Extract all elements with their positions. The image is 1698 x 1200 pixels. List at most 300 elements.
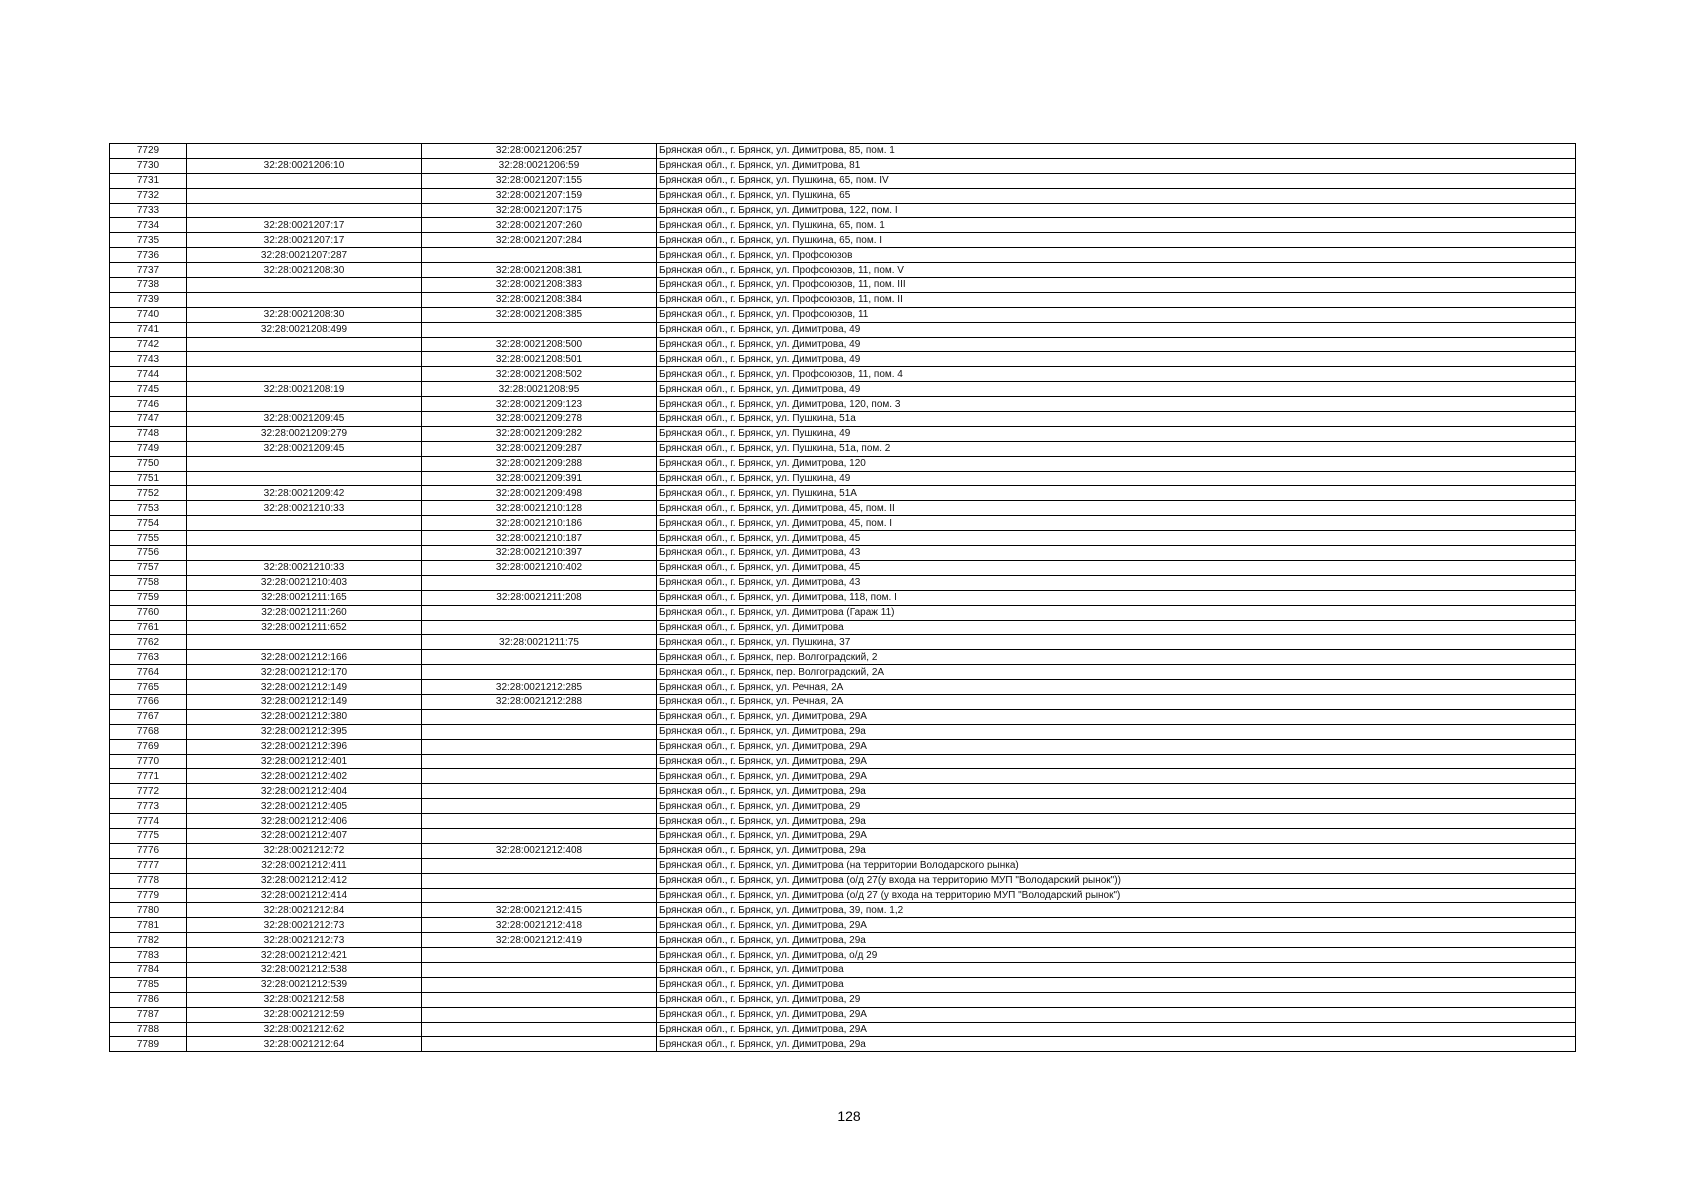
land-plot-cadastral-cell (187, 635, 422, 650)
row-number-cell: 7756 (110, 546, 187, 561)
row-number-cell: 7754 (110, 516, 187, 531)
row-number-cell: 7733 (110, 203, 187, 218)
object-cadastral-cell: 32:28:0021207:155 (422, 173, 657, 188)
address-cell: Брянская обл., г. Брянск, пер. Волгоградский, 2А (657, 665, 1576, 680)
land-plot-cadastral-cell: 32:28:0021212:412 (187, 873, 422, 888)
object-cadastral-cell (422, 665, 657, 680)
object-cadastral-cell: 32:28:0021210:187 (422, 531, 657, 546)
object-cadastral-cell (422, 948, 657, 963)
address-cell: Брянская обл., г. Брянск, ул. Димитрова (на территории Володарского рынка) (657, 858, 1576, 873)
row-number-cell: 7742 (110, 337, 187, 352)
address-cell: Брянская обл., г. Брянск, ул. Профсоюзов, 11, пом. V (657, 263, 1576, 278)
address-cell: Брянская обл., г. Брянск, ул. Димитрова, 29А (657, 754, 1576, 769)
object-cadastral-cell (422, 248, 657, 263)
land-plot-cadastral-cell: 32:28:0021210:33 (187, 560, 422, 575)
land-plot-cadastral-cell: 32:28:0021212:405 (187, 799, 422, 814)
land-plot-cadastral-cell: 32:28:0021212:411 (187, 858, 422, 873)
table-row (110, 144, 1576, 159)
row-number-cell: 7778 (110, 873, 187, 888)
address-cell: Брянская обл., г. Брянск, ул. Димитрова, 85, пом. 1 (657, 144, 1576, 159)
object-cadastral-cell: 32:28:0021208:381 (422, 263, 657, 278)
address-cell: Брянская обл., г. Брянск, ул. Димитрова, 45 (657, 560, 1576, 575)
row-number-cell: 7787 (110, 1007, 187, 1022)
table-row (110, 1007, 1576, 1022)
address-cell: Брянская обл., г. Брянск, ул. Речная, 2А (657, 694, 1576, 709)
address-cell: Брянская обл., г. Брянск, ул. Димитрова, 29А (657, 709, 1576, 724)
land-plot-cadastral-cell: 32:28:0021208:30 (187, 307, 422, 322)
table-row (110, 322, 1576, 337)
object-cadastral-cell: 32:28:0021208:502 (422, 367, 657, 382)
table-row (110, 784, 1576, 799)
registry-table (109, 143, 1576, 1052)
table-row (110, 665, 1576, 680)
address-cell: Брянская обл., г. Брянск, ул. Пушкина, 65 (657, 188, 1576, 203)
address-cell: Брянская обл., г. Брянск, ул. Профсоюзов (657, 248, 1576, 263)
land-plot-cadastral-cell: 32:28:0021211:165 (187, 590, 422, 605)
land-plot-cadastral-cell (187, 367, 422, 382)
object-cadastral-cell (422, 1022, 657, 1037)
object-cadastral-cell (422, 724, 657, 739)
row-number-cell: 7745 (110, 382, 187, 397)
address-cell: Брянская обл., г. Брянск, ул. Димитрова, 120 (657, 456, 1576, 471)
row-number-cell: 7747 (110, 412, 187, 427)
land-plot-cadastral-cell: 32:28:0021208:30 (187, 263, 422, 278)
table-row (110, 575, 1576, 590)
land-plot-cadastral-cell: 32:28:0021211:652 (187, 620, 422, 635)
object-cadastral-cell: 32:28:0021209:288 (422, 456, 657, 471)
address-cell: Брянская обл., г. Брянск, ул. Димитрова, 39, пом. 1,2 (657, 903, 1576, 918)
address-cell: Брянская обл., г. Брянск, ул. Димитрова (657, 977, 1576, 992)
table-row (110, 456, 1576, 471)
row-number-cell: 7758 (110, 575, 187, 590)
table-row (110, 367, 1576, 382)
row-number-cell: 7759 (110, 590, 187, 605)
row-number-cell: 7786 (110, 992, 187, 1007)
table-row (110, 307, 1576, 322)
table-row (110, 918, 1576, 933)
table-row (110, 769, 1576, 784)
row-number-cell: 7735 (110, 233, 187, 248)
object-cadastral-cell (422, 873, 657, 888)
object-cadastral-cell (422, 814, 657, 829)
row-number-cell: 7766 (110, 694, 187, 709)
table-row (110, 799, 1576, 814)
table-row (110, 516, 1576, 531)
object-cadastral-cell: 32:28:0021208:95 (422, 382, 657, 397)
table-row (110, 709, 1576, 724)
table-row (110, 888, 1576, 903)
address-cell: Брянская обл., г. Брянск, ул. Профсоюзов, 11, пом. II (657, 292, 1576, 307)
address-cell: Брянская обл., г. Брянск, ул. Димитрова, о/д 29 (657, 948, 1576, 963)
row-number-cell: 7752 (110, 486, 187, 501)
row-number-cell: 7761 (110, 620, 187, 635)
address-cell: Брянская обл., г. Брянск, ул. Димитрова (657, 620, 1576, 635)
row-number-cell: 7780 (110, 903, 187, 918)
object-cadastral-cell: 32:28:0021208:383 (422, 278, 657, 293)
object-cadastral-cell: 32:28:0021212:415 (422, 903, 657, 918)
land-plot-cadastral-cell: 32:28:0021209:42 (187, 486, 422, 501)
land-plot-cadastral-cell (187, 456, 422, 471)
table-row (110, 278, 1576, 293)
row-number-cell: 7755 (110, 531, 187, 546)
row-number-cell: 7779 (110, 888, 187, 903)
row-number-cell: 7774 (110, 814, 187, 829)
row-number-cell: 7750 (110, 456, 187, 471)
table-row (110, 739, 1576, 754)
table-row (110, 501, 1576, 516)
row-number-cell: 7736 (110, 248, 187, 263)
land-plot-cadastral-cell (187, 546, 422, 561)
table-row (110, 560, 1576, 575)
row-number-cell: 7765 (110, 680, 187, 695)
land-plot-cadastral-cell (187, 203, 422, 218)
row-number-cell: 7781 (110, 918, 187, 933)
address-cell: Брянская обл., г. Брянск, ул. Димитрова, 81 (657, 158, 1576, 173)
land-plot-cadastral-cell: 32:28:0021212:402 (187, 769, 422, 784)
object-cadastral-cell (422, 769, 657, 784)
object-cadastral-cell: 32:28:0021209:282 (422, 426, 657, 441)
address-cell: Брянская обл., г. Брянск, ул. Димитрова, 43 (657, 546, 1576, 561)
land-plot-cadastral-cell (187, 471, 422, 486)
object-cadastral-cell: 32:28:0021208:385 (422, 307, 657, 322)
address-cell: Брянская обл., г. Брянск, ул. Димитрова, 29а (657, 933, 1576, 948)
land-plot-cadastral-cell: 32:28:0021207:287 (187, 248, 422, 263)
address-cell: Брянская обл., г. Брянск, пер. Волгоградский, 2 (657, 650, 1576, 665)
land-plot-cadastral-cell: 32:28:0021212:64 (187, 1037, 422, 1052)
land-plot-cadastral-cell: 32:28:0021212:62 (187, 1022, 422, 1037)
object-cadastral-cell: 32:28:0021211:75 (422, 635, 657, 650)
address-cell: Брянская обл., г. Брянск, ул. Димитрова, 45, пом. I (657, 516, 1576, 531)
row-number-cell: 7784 (110, 962, 187, 977)
object-cadastral-cell (422, 828, 657, 843)
address-cell: Брянская обл., г. Брянск, ул. Димитрова, 29А (657, 769, 1576, 784)
table-row (110, 858, 1576, 873)
row-number-cell: 7729 (110, 144, 187, 159)
table-row (110, 828, 1576, 843)
table-row (110, 605, 1576, 620)
row-number-cell: 7771 (110, 769, 187, 784)
object-cadastral-cell: 32:28:0021208:501 (422, 352, 657, 367)
land-plot-cadastral-cell: 32:28:0021212:58 (187, 992, 422, 1007)
address-cell: Брянская обл., г. Брянск, ул. Пушкина, 51А (657, 486, 1576, 501)
address-cell: Брянская обл., г. Брянск, ул. Димитрова, 29А (657, 828, 1576, 843)
row-number-cell: 7740 (110, 307, 187, 322)
address-cell: Брянская обл., г. Брянск, ул. Димитрова, 29а (657, 843, 1576, 858)
address-cell: Брянская обл., г. Брянск, ул. Димитрова, 29 (657, 992, 1576, 1007)
object-cadastral-cell: 32:28:0021209:287 (422, 441, 657, 456)
land-plot-cadastral-cell: 32:28:0021212:149 (187, 694, 422, 709)
row-number-cell: 7772 (110, 784, 187, 799)
object-cadastral-cell (422, 620, 657, 635)
land-plot-cadastral-cell: 32:28:0021212:538 (187, 962, 422, 977)
address-cell: Брянская обл., г. Брянск, ул. Димитрова, 118, пом. I (657, 590, 1576, 605)
table-row (110, 635, 1576, 650)
row-number-cell: 7770 (110, 754, 187, 769)
row-number-cell: 7732 (110, 188, 187, 203)
row-number-cell: 7753 (110, 501, 187, 516)
object-cadastral-cell: 32:28:0021207:284 (422, 233, 657, 248)
row-number-cell: 7785 (110, 977, 187, 992)
object-cadastral-cell: 32:28:0021211:208 (422, 590, 657, 605)
row-number-cell: 7746 (110, 397, 187, 412)
address-cell: Брянская обл., г. Брянск, ул. Димитрова, 29 (657, 799, 1576, 814)
object-cadastral-cell (422, 754, 657, 769)
object-cadastral-cell (422, 784, 657, 799)
row-number-cell: 7730 (110, 158, 187, 173)
row-number-cell: 7757 (110, 560, 187, 575)
land-plot-cadastral-cell (187, 188, 422, 203)
land-plot-cadastral-cell: 32:28:0021212:73 (187, 933, 422, 948)
row-number-cell: 7769 (110, 739, 187, 754)
table-row (110, 337, 1576, 352)
address-cell: Брянская обл., г. Брянск, ул. Димитрова, 29А (657, 1007, 1576, 1022)
object-cadastral-cell: 32:28:0021209:123 (422, 397, 657, 412)
object-cadastral-cell (422, 1007, 657, 1022)
object-cadastral-cell: 32:28:0021207:159 (422, 188, 657, 203)
object-cadastral-cell (422, 1037, 657, 1052)
object-cadastral-cell (422, 322, 657, 337)
address-cell: Брянская обл., г. Брянск, ул. Димитрова (Гараж 11) (657, 605, 1576, 620)
row-number-cell: 7762 (110, 635, 187, 650)
row-number-cell: 7764 (110, 665, 187, 680)
row-number-cell: 7777 (110, 858, 187, 873)
land-plot-cadastral-cell: 32:28:0021212:395 (187, 724, 422, 739)
land-plot-cadastral-cell (187, 352, 422, 367)
land-plot-cadastral-cell (187, 278, 422, 293)
table-row (110, 694, 1576, 709)
object-cadastral-cell: 32:28:0021212:288 (422, 694, 657, 709)
address-cell: Брянская обл., г. Брянск, ул. Пушкина, 65, пом. I (657, 233, 1576, 248)
object-cadastral-cell (422, 992, 657, 1007)
table-row (110, 412, 1576, 427)
row-number-cell: 7782 (110, 933, 187, 948)
land-plot-cadastral-cell: 32:28:0021212:73 (187, 918, 422, 933)
table-row (110, 292, 1576, 307)
land-plot-cadastral-cell (187, 144, 422, 159)
row-number-cell: 7731 (110, 173, 187, 188)
table-row (110, 620, 1576, 635)
table-row (110, 590, 1576, 605)
object-cadastral-cell: 32:28:0021206:59 (422, 158, 657, 173)
land-plot-cadastral-cell: 32:28:0021207:17 (187, 233, 422, 248)
address-cell: Брянская обл., г. Брянск, ул. Димитрова, 45 (657, 531, 1576, 546)
row-number-cell: 7775 (110, 828, 187, 843)
address-cell: Брянская обл., г. Брянск, ул. Димитрова, 29а (657, 1037, 1576, 1052)
address-cell: Брянская обл., г. Брянск, ул. Пушкина, 49 (657, 471, 1576, 486)
address-cell: Брянская обл., г. Брянск, ул. Димитрова, 122, пом. I (657, 203, 1576, 218)
object-cadastral-cell: 32:28:0021210:397 (422, 546, 657, 561)
table-row (110, 754, 1576, 769)
object-cadastral-cell (422, 799, 657, 814)
address-cell: Брянская обл., г. Брянск, ул. Димитрова, 43 (657, 575, 1576, 590)
row-number-cell: 7763 (110, 650, 187, 665)
table-row (110, 233, 1576, 248)
address-cell: Брянская обл., г. Брянск, ул. Пушкина, 65, пом. IV (657, 173, 1576, 188)
object-cadastral-cell: 32:28:0021212:419 (422, 933, 657, 948)
land-plot-cadastral-cell: 32:28:0021211:260 (187, 605, 422, 620)
object-cadastral-cell: 32:28:0021210:402 (422, 560, 657, 575)
table-row (110, 158, 1576, 173)
row-number-cell: 7739 (110, 292, 187, 307)
land-plot-cadastral-cell (187, 173, 422, 188)
table-row (110, 1037, 1576, 1052)
table-row (110, 962, 1576, 977)
table-row (110, 977, 1576, 992)
land-plot-cadastral-cell (187, 292, 422, 307)
address-cell: Брянская обл., г. Брянск, ул. Димитрова, 120, пом. 3 (657, 397, 1576, 412)
table-row (110, 382, 1576, 397)
table-row (110, 546, 1576, 561)
table-row (110, 992, 1576, 1007)
land-plot-cadastral-cell (187, 397, 422, 412)
land-plot-cadastral-cell: 32:28:0021212:406 (187, 814, 422, 829)
object-cadastral-cell: 32:28:0021212:418 (422, 918, 657, 933)
land-plot-cadastral-cell: 32:28:0021212:404 (187, 784, 422, 799)
table-row (110, 486, 1576, 501)
address-cell: Брянская обл., г. Брянск, ул. Пушкина, 37 (657, 635, 1576, 650)
page-number: 128 (837, 1108, 861, 1124)
land-plot-cadastral-cell: 32:28:0021212:166 (187, 650, 422, 665)
address-cell: Брянская обл., г. Брянск, ул. Речная, 2А (657, 680, 1576, 695)
table-row (110, 680, 1576, 695)
address-cell: Брянская обл., г. Брянск, ул. Димитрова, 29а (657, 814, 1576, 829)
table-row (110, 873, 1576, 888)
table-row (110, 441, 1576, 456)
address-cell: Брянская обл., г. Брянск, ул. Димитрова, 29А (657, 1022, 1576, 1037)
table-row (110, 173, 1576, 188)
address-cell: Брянская обл., г. Брянск, ул. Пушкина, 65, пом. 1 (657, 218, 1576, 233)
land-plot-cadastral-cell: 32:28:0021210:403 (187, 575, 422, 590)
land-plot-cadastral-cell: 32:28:0021209:45 (187, 412, 422, 427)
row-number-cell: 7743 (110, 352, 187, 367)
table-row (110, 218, 1576, 233)
row-number-cell: 7749 (110, 441, 187, 456)
land-plot-cadastral-cell: 32:28:0021212:539 (187, 977, 422, 992)
object-cadastral-cell (422, 962, 657, 977)
object-cadastral-cell: 32:28:0021206:257 (422, 144, 657, 159)
row-number-cell: 7773 (110, 799, 187, 814)
address-cell: Брянская обл., г. Брянск, ул. Димитрова, 29А (657, 739, 1576, 754)
object-cadastral-cell: 32:28:0021209:498 (422, 486, 657, 501)
row-number-cell: 7734 (110, 218, 187, 233)
land-plot-cadastral-cell: 32:28:0021212:401 (187, 754, 422, 769)
address-cell: Брянская обл., г. Брянск, ул. Димитрова (о/д 27(у входа на территорию МУП "Володарский рынок")) (657, 873, 1576, 888)
object-cadastral-cell (422, 650, 657, 665)
table-row (110, 397, 1576, 412)
object-cadastral-cell (422, 858, 657, 873)
table-row (110, 352, 1576, 367)
row-number-cell: 7767 (110, 709, 187, 724)
land-plot-cadastral-cell: 32:28:0021209:45 (187, 441, 422, 456)
land-plot-cadastral-cell: 32:28:0021212:72 (187, 843, 422, 858)
row-number-cell: 7760 (110, 605, 187, 620)
object-cadastral-cell (422, 575, 657, 590)
table-row (110, 471, 1576, 486)
object-cadastral-cell (422, 888, 657, 903)
land-plot-cadastral-cell: 32:28:0021212:149 (187, 680, 422, 695)
address-cell: Брянская обл., г. Брянск, ул. Пушкина, 49 (657, 426, 1576, 441)
land-plot-cadastral-cell (187, 531, 422, 546)
object-cadastral-cell: 32:28:0021207:175 (422, 203, 657, 218)
object-cadastral-cell: 32:28:0021209:278 (422, 412, 657, 427)
land-plot-cadastral-cell: 32:28:0021212:84 (187, 903, 422, 918)
table-row (110, 188, 1576, 203)
table-row (110, 203, 1576, 218)
address-cell: Брянская обл., г. Брянск, ул. Пушкина, 51а, пом. 2 (657, 441, 1576, 456)
object-cadastral-cell: 32:28:0021207:260 (422, 218, 657, 233)
row-number-cell: 7748 (110, 426, 187, 441)
land-plot-cadastral-cell: 32:28:0021212:170 (187, 665, 422, 680)
table-row (110, 814, 1576, 829)
address-cell: Брянская обл., г. Брянск, ул. Профсоюзов, 11 (657, 307, 1576, 322)
address-cell: Брянская обл., г. Брянск, ул. Димитрова, 29а (657, 784, 1576, 799)
object-cadastral-cell: 32:28:0021210:186 (422, 516, 657, 531)
table-row (110, 903, 1576, 918)
table-row (110, 650, 1576, 665)
row-number-cell: 7744 (110, 367, 187, 382)
table-row (110, 248, 1576, 263)
object-cadastral-cell: 32:28:0021212:408 (422, 843, 657, 858)
table-row (110, 933, 1576, 948)
land-plot-cadastral-cell: 32:28:0021207:17 (187, 218, 422, 233)
address-cell: Брянская обл., г. Брянск, ул. Димитрова, 49 (657, 322, 1576, 337)
table-row (110, 263, 1576, 278)
row-number-cell: 7776 (110, 843, 187, 858)
table-row (110, 843, 1576, 858)
row-number-cell: 7783 (110, 948, 187, 963)
object-cadastral-cell: 32:28:0021208:384 (422, 292, 657, 307)
row-number-cell: 7768 (110, 724, 187, 739)
object-cadastral-cell: 32:28:0021208:500 (422, 337, 657, 352)
land-plot-cadastral-cell: 32:28:0021208:19 (187, 382, 422, 397)
address-cell: Брянская обл., г. Брянск, ул. Димитрова, 29А (657, 918, 1576, 933)
row-number-cell: 7788 (110, 1022, 187, 1037)
address-cell: Брянская обл., г. Брянск, ул. Димитрова, 45, пом. II (657, 501, 1576, 516)
land-plot-cadastral-cell: 32:28:0021208:499 (187, 322, 422, 337)
land-plot-cadastral-cell: 32:28:0021212:407 (187, 828, 422, 843)
address-cell: Брянская обл., г. Брянск, ул. Димитрова, 49 (657, 337, 1576, 352)
land-plot-cadastral-cell: 32:28:0021206:10 (187, 158, 422, 173)
object-cadastral-cell (422, 739, 657, 754)
land-plot-cadastral-cell: 32:28:0021212:421 (187, 948, 422, 963)
address-cell: Брянская обл., г. Брянск, ул. Профсоюзов, 11, пом. III (657, 278, 1576, 293)
row-number-cell: 7789 (110, 1037, 187, 1052)
table-row (110, 531, 1576, 546)
table-row (110, 724, 1576, 739)
land-plot-cadastral-cell: 32:28:0021212:59 (187, 1007, 422, 1022)
object-cadastral-cell: 32:28:0021209:391 (422, 471, 657, 486)
table-row (110, 948, 1576, 963)
land-plot-cadastral-cell: 32:28:0021209:279 (187, 426, 422, 441)
table-row (110, 1022, 1576, 1037)
land-plot-cadastral-cell (187, 516, 422, 531)
object-cadastral-cell (422, 709, 657, 724)
address-cell: Брянская обл., г. Брянск, ул. Димитрова (о/д 27 (у входа на территорию МУП "Володарский рынок") (657, 888, 1576, 903)
object-cadastral-cell (422, 977, 657, 992)
land-plot-cadastral-cell: 32:28:0021212:380 (187, 709, 422, 724)
registry-table-body (110, 144, 1576, 1052)
address-cell: Брянская обл., г. Брянск, ул. Профсоюзов, 11, пом. 4 (657, 367, 1576, 382)
land-plot-cadastral-cell: 32:28:0021212:414 (187, 888, 422, 903)
address-cell: Брянская обл., г. Брянск, ул. Пушкина, 51а (657, 412, 1576, 427)
address-cell: Брянская обл., г. Брянск, ул. Димитрова (657, 962, 1576, 977)
row-number-cell: 7751 (110, 471, 187, 486)
address-cell: Брянская обл., г. Брянск, ул. Димитрова, 49 (657, 382, 1576, 397)
object-cadastral-cell: 32:28:0021212:285 (422, 680, 657, 695)
land-plot-cadastral-cell: 32:28:0021210:33 (187, 501, 422, 516)
row-number-cell: 7741 (110, 322, 187, 337)
land-plot-cadastral-cell (187, 337, 422, 352)
